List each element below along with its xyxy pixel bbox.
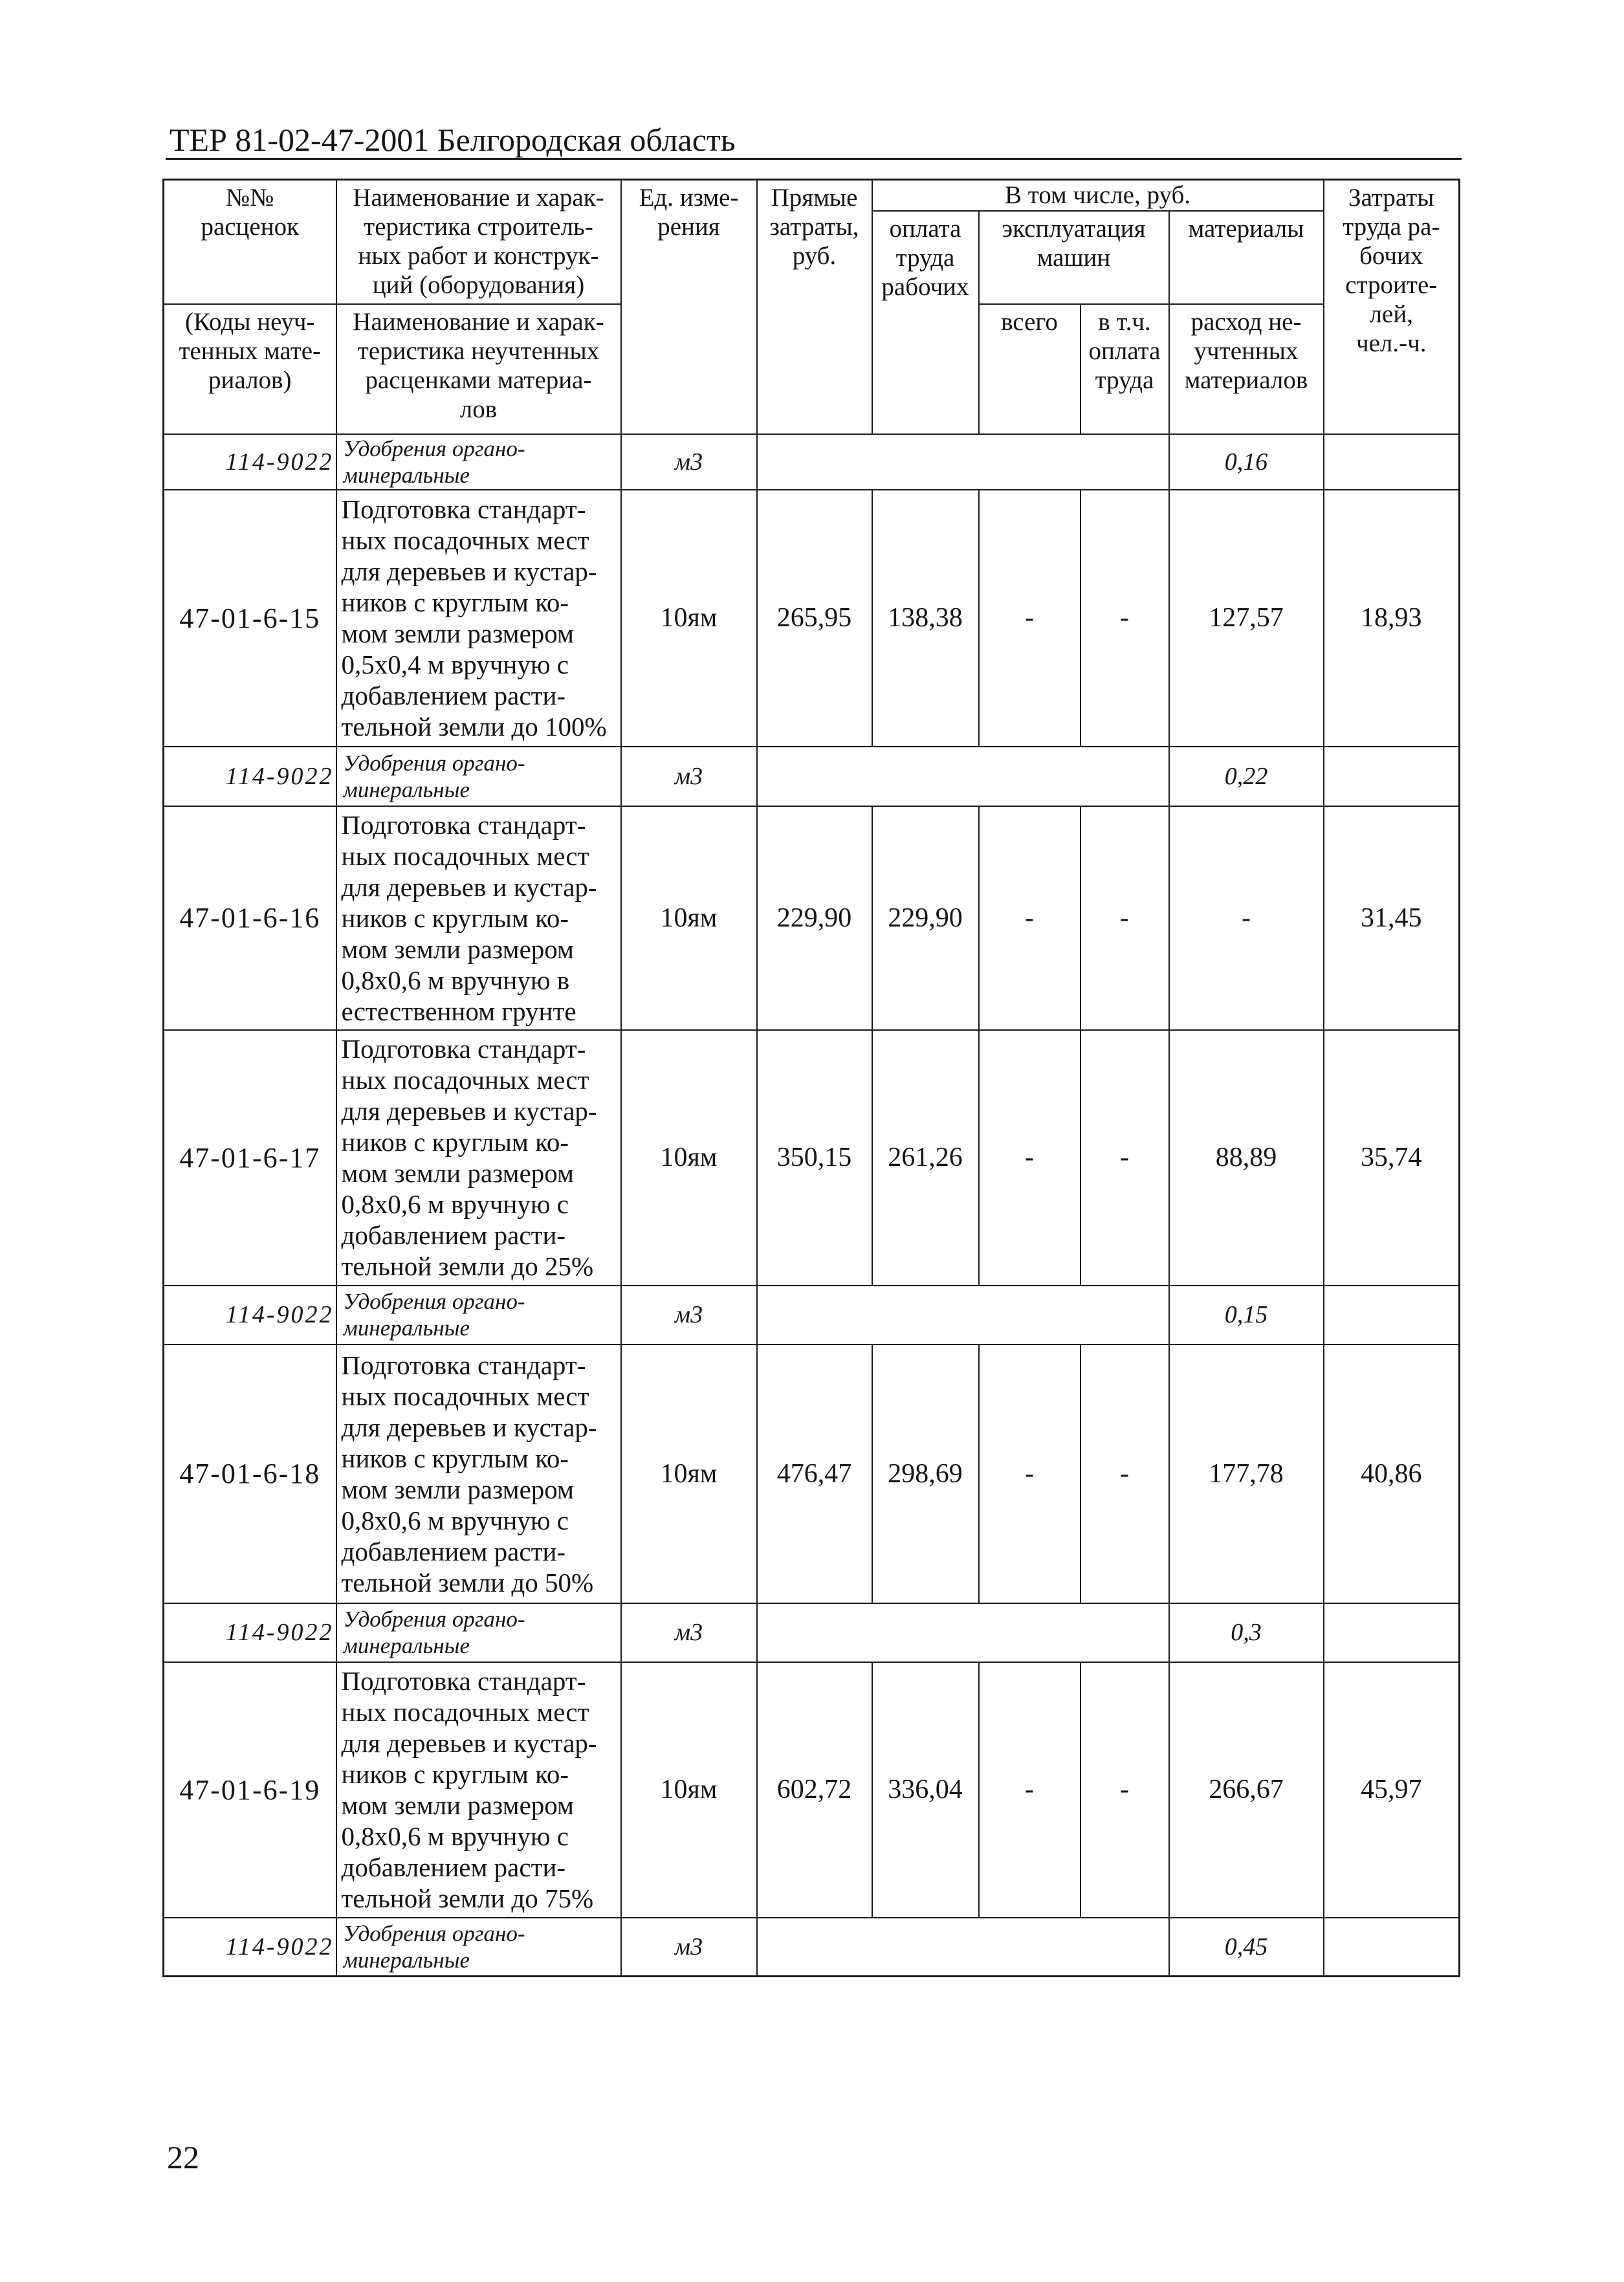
- empty-cell: [1324, 1286, 1460, 1344]
- rate-row: [164, 806, 1460, 1030]
- material-code: 114-9022: [164, 1918, 336, 1977]
- labor-cost: 40,86: [1324, 1344, 1460, 1603]
- empty-cell: [1324, 1918, 1460, 1977]
- wages: 298,69: [872, 1344, 979, 1603]
- wages: 261,26: [872, 1030, 979, 1286]
- rate-row: [164, 1030, 1460, 1286]
- material-unit: м3: [621, 1286, 757, 1344]
- header-materials: материалы: [1169, 211, 1324, 304]
- machines-wages: -: [1081, 1030, 1169, 1286]
- running-head: ТЕР 81-02-47-2001 Белгородская область: [170, 122, 736, 158]
- material-name: Удобрения органо- минеральные: [336, 1918, 621, 1977]
- page-number: 22: [167, 2139, 199, 2175]
- header-machines-total: всего: [979, 304, 1081, 434]
- direct-costs: 265,95: [757, 490, 872, 747]
- direct-costs: 602,72: [757, 1662, 872, 1918]
- header-work-name: Наименование и харак- теристика строитель- ных работ и конструк- ций (оборудования): [336, 180, 621, 304]
- rate-code: 47-01-6-15: [164, 490, 336, 747]
- rate-unit: 10ям: [621, 1030, 757, 1286]
- material-unit: м3: [621, 1603, 757, 1662]
- material-unit: м3: [621, 747, 757, 806]
- table-header: [164, 180, 1460, 434]
- direct-costs: 476,47: [757, 1344, 872, 1603]
- machines-total: -: [979, 490, 1081, 747]
- material-code: 114-9022: [164, 434, 336, 490]
- empty-cell: [757, 1603, 1169, 1662]
- empty-cell: [757, 747, 1169, 806]
- material-row: [164, 1286, 1460, 1344]
- materials-cost: 266,67: [1169, 1662, 1324, 1918]
- labor-cost: 31,45: [1324, 806, 1460, 1030]
- rate-unit: 10ям: [621, 806, 757, 1030]
- labor-cost: 35,74: [1324, 1030, 1460, 1286]
- work-description: Подготовка стандарт- ных посадочных мест для деревьев и кустар- ников с круглым ко- мом земли размером 0,8х0,6 м вручную с добавлением расти- тельной земли до 25%: [336, 1030, 621, 1286]
- empty-cell: [757, 1918, 1169, 1977]
- machines-total: -: [979, 1030, 1081, 1286]
- rate-unit: 10ям: [621, 1662, 757, 1918]
- empty-cell: [1324, 1603, 1460, 1662]
- work-description: Подготовка стандарт- ных посадочных мест для деревьев и кустар- ников с круглым ко- мом земли размером 0,8х0,6 м вручную с добавлением расти- тельной земли до 75%: [336, 1662, 621, 1918]
- material-unit: м3: [621, 434, 757, 490]
- empty-cell: [1324, 747, 1460, 806]
- rate-code: 47-01-6-16: [164, 806, 336, 1030]
- labor-cost: 45,97: [1324, 1662, 1460, 1918]
- material-code: 114-9022: [164, 1603, 336, 1662]
- empty-cell: [757, 434, 1169, 490]
- wages: 138,38: [872, 490, 979, 747]
- rate-code: 47-01-6-18: [164, 1344, 336, 1603]
- rate-row: [164, 1344, 1460, 1603]
- header-rule: [166, 158, 1462, 160]
- header-direct-costs: Прямые затраты, руб.: [757, 180, 872, 434]
- material-row: [164, 434, 1460, 490]
- machines-wages: -: [1081, 1662, 1169, 1918]
- material-consumption: 0,22: [1169, 747, 1324, 806]
- material-row: [164, 1918, 1460, 1977]
- header-material-codes: (Коды неуч- тенных мате- риалов): [164, 304, 336, 434]
- rates-table: [162, 179, 1460, 1977]
- material-consumption: 0,15: [1169, 1286, 1324, 1344]
- material-consumption: 0,16: [1169, 434, 1324, 490]
- material-name: Удобрения органо- минеральные: [336, 747, 621, 806]
- header-machines-wages: в т.ч. оплата труда: [1081, 304, 1169, 434]
- material-consumption: 0,3: [1169, 1603, 1324, 1662]
- material-name: Удобрения органо- минеральные: [336, 1603, 621, 1662]
- header-labor: Затраты труда ра- бочих строите- лей, чел.-ч.: [1324, 180, 1460, 434]
- machines-total: -: [979, 806, 1081, 1030]
- work-description: Подготовка стандарт- ных посадочных мест для деревьев и кустар- ников с круглым ко- мом земли размером 0,8х0,6 м вручную в естественном грунте: [336, 806, 621, 1030]
- rate-code: 47-01-6-19: [164, 1662, 336, 1918]
- wages: 336,04: [872, 1662, 979, 1918]
- table-body: [164, 434, 1460, 1977]
- machines-wages: -: [1081, 1344, 1169, 1603]
- header-wages: оплата труда рабочих: [872, 211, 979, 434]
- materials-cost: 88,89: [1169, 1030, 1324, 1286]
- header-unit: Ед. изме- рения: [621, 180, 757, 434]
- header-material-names: Наименование и харак- теристика неучтенных расценками материа- лов: [336, 304, 621, 434]
- material-code: 114-9022: [164, 747, 336, 806]
- rate-code: 47-01-6-17: [164, 1030, 336, 1286]
- empty-cell: [757, 1286, 1169, 1344]
- header-materials-consumption: расход не- учтенных материалов: [1169, 304, 1324, 434]
- machines-total: -: [979, 1344, 1081, 1603]
- rate-unit: 10ям: [621, 1344, 757, 1603]
- material-name: Удобрения органо- минеральные: [336, 434, 621, 490]
- material-row: [164, 1603, 1460, 1662]
- material-name: Удобрения органо- минеральные: [336, 1286, 621, 1344]
- machines-wages: -: [1081, 490, 1169, 747]
- wages: 229,90: [872, 806, 979, 1030]
- rate-row: [164, 490, 1460, 747]
- empty-cell: [1324, 434, 1460, 490]
- machines-total: -: [979, 1662, 1081, 1918]
- material-code: 114-9022: [164, 1286, 336, 1344]
- rate-unit: 10ям: [621, 490, 757, 747]
- materials-cost: 127,57: [1169, 490, 1324, 747]
- materials-cost: 177,78: [1169, 1344, 1324, 1603]
- machines-wages: -: [1081, 806, 1169, 1030]
- material-unit: м3: [621, 1918, 757, 1977]
- material-consumption: 0,45: [1169, 1918, 1324, 1977]
- material-row: [164, 747, 1460, 806]
- direct-costs: 229,90: [757, 806, 872, 1030]
- work-description: Подготовка стандарт- ных посадочных мест для деревьев и кустар- ников с круглым ко- мом земли размером 0,8х0,6 м вручную с добавлением расти- тельной земли до 50%: [336, 1344, 621, 1603]
- direct-costs: 350,15: [757, 1030, 872, 1286]
- header-including: В том числе, руб.: [872, 180, 1324, 211]
- work-description: Подготовка стандарт- ных посадочных мест для деревьев и кустар- ников с круглым ко- мом земли размером 0,5х0,4 м вручную с добавлением расти- тельной земли до 100%: [336, 490, 621, 747]
- materials-cost: -: [1169, 806, 1324, 1030]
- header-rate-code: №№ расценок: [164, 180, 336, 304]
- rate-row: [164, 1662, 1460, 1918]
- header-machines: эксплуатация машин: [979, 211, 1169, 304]
- labor-cost: 18,93: [1324, 490, 1460, 747]
